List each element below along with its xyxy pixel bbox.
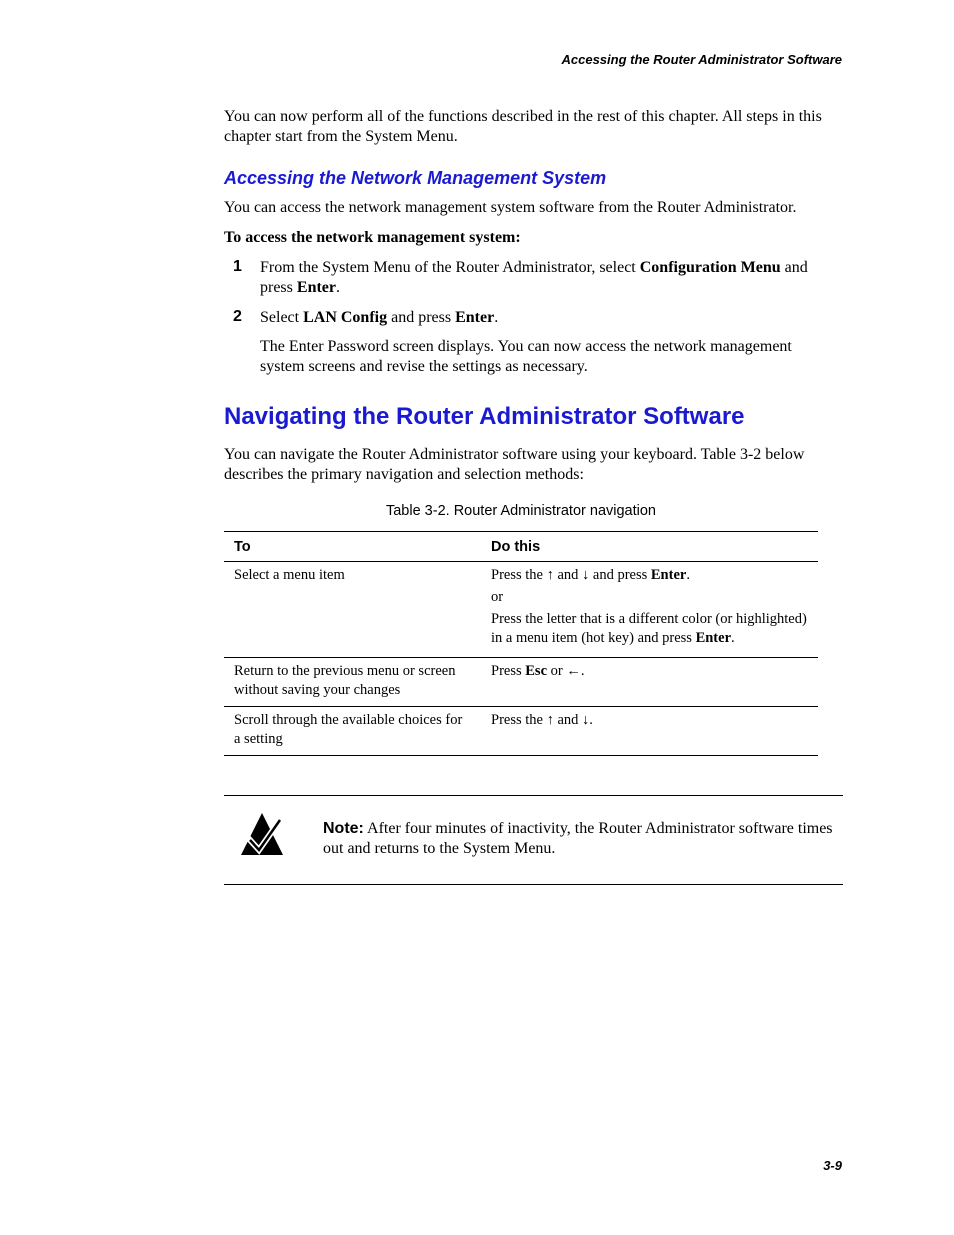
cell-line: Press the letter that is a different color (or highlighted) in a menu item (hot key) and press Enter. [491, 611, 807, 646]
note-top-rule [224, 795, 843, 796]
section-heading-nms: Accessing the Network Management System [224, 168, 607, 188]
table-row [224, 707, 818, 756]
step-number: 1 [233, 258, 242, 275]
column-header: To [224, 532, 481, 562]
table-cell [481, 562, 818, 658]
intro-paragraph: You can now perform all of the functions described in the rest of this chapter. All steps in this chapter start from the System Menu. [224, 108, 822, 145]
navigating-paragraph: You can navigate the Router Administrator software using your keyboard. Table 3-2 below describes the primary navigation and selection methods: [224, 446, 805, 483]
page-number: 3-9 [823, 1158, 842, 1173]
procedure-title: To access the network management system: [224, 229, 521, 246]
cell-line: Press the ↑ and ↓ and press Enter. [491, 567, 690, 583]
column-header: Do this [481, 532, 818, 562]
section-heading-navigating: Navigating the Router Administrator Software [224, 403, 745, 430]
table-row [224, 562, 818, 658]
step-text: Select LAN Config and press Enter. [260, 309, 499, 326]
table-cell: Select a menu item [224, 562, 481, 658]
table-row [224, 658, 818, 707]
checkmark-note-icon [240, 812, 284, 856]
note-text: Note: After four minutes of inactivity, the Router Administrator software times out and returns to the System Menu. [323, 820, 833, 857]
table-cell: Press the ↑ and ↓. [481, 707, 818, 756]
note-bottom-rule [224, 884, 843, 885]
running-header: Accessing the Router Administrator Software [561, 52, 842, 67]
table-caption: Table 3-2. Router Administrator navigation [385, 503, 656, 519]
navigation-table [224, 531, 818, 756]
table-cell: Return to the previous menu or screen without saving your changes [224, 658, 481, 707]
cell-line: or [491, 589, 504, 605]
step-number: 2 [233, 308, 242, 325]
step-text: From the System Menu of the Router Administrator, select Configuration Menu and press Enter. [260, 259, 808, 296]
step-followup: The Enter Password screen displays. You can now access the network management system screens and revise the settings as necessary. [260, 338, 792, 375]
table-header-row [224, 532, 818, 562]
table-cell: Scroll through the available choices for a setting [224, 707, 481, 756]
nms-paragraph: You can access the network management system software from the Router Administrator. [224, 199, 797, 216]
note-label: Note: [323, 820, 364, 837]
table-cell: Press Esc or ←. [481, 658, 818, 707]
